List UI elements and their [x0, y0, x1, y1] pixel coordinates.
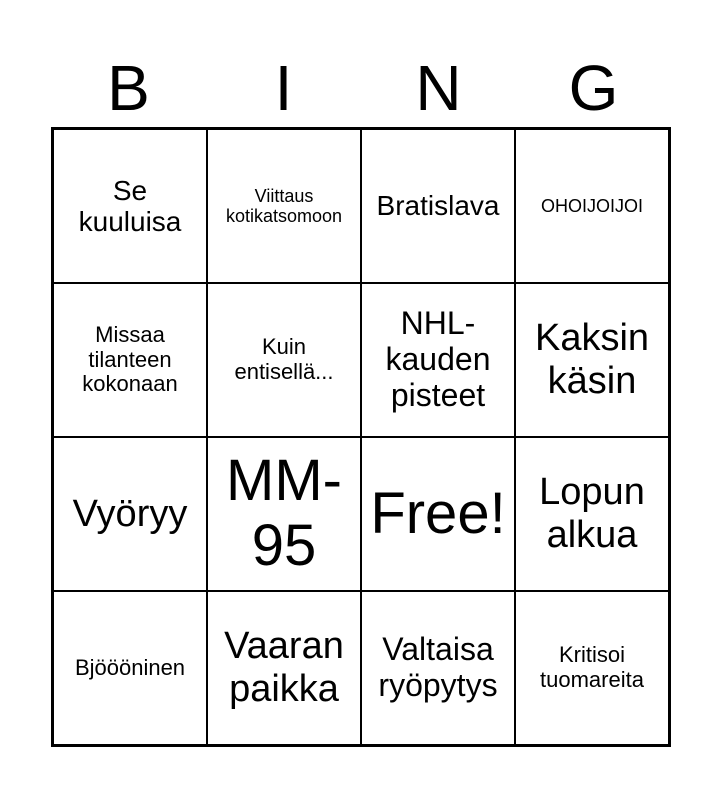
bingo-cell[interactable]: Se kuuluisa — [53, 129, 207, 283]
free-space-cell[interactable]: Free! — [361, 437, 515, 591]
bingo-cell[interactable]: Bratislava — [361, 129, 515, 283]
bingo-cell[interactable]: Viittaus kotikatsomoon — [207, 129, 361, 283]
bingo-cell[interactable]: Kuin entisellä... — [207, 283, 361, 437]
header-letter-i: I — [274, 52, 293, 124]
bingo-cell[interactable]: OHOIJOIJOI — [515, 129, 669, 283]
bingo-cell[interactable]: NHL-kauden pisteet — [361, 283, 515, 437]
header-letter-b: B — [107, 52, 150, 124]
bingo-cell[interactable]: Vaaran paikka — [207, 591, 361, 745]
bingo-cell[interactable]: Bjöööninen — [53, 591, 207, 745]
header-letter-n: N — [415, 52, 462, 124]
bingo-cell[interactable]: Vyöryy — [53, 437, 207, 591]
bingo-cell[interactable]: Valtaisa ryöpytys — [361, 591, 515, 745]
bingo-board — [51, 127, 671, 747]
bingo-cell[interactable]: Missaa tilanteen kokonaan — [53, 283, 207, 437]
bingo-cell[interactable]: MM-95 — [207, 437, 361, 591]
bingo-header — [51, 48, 671, 128]
header-letter-g: G — [568, 52, 619, 124]
bingo-cell[interactable]: Lopun alkua — [515, 437, 669, 591]
bingo-cell[interactable]: Kritisoi tuomareita — [515, 591, 669, 745]
bingo-cell[interactable]: Kaksin käsin — [515, 283, 669, 437]
